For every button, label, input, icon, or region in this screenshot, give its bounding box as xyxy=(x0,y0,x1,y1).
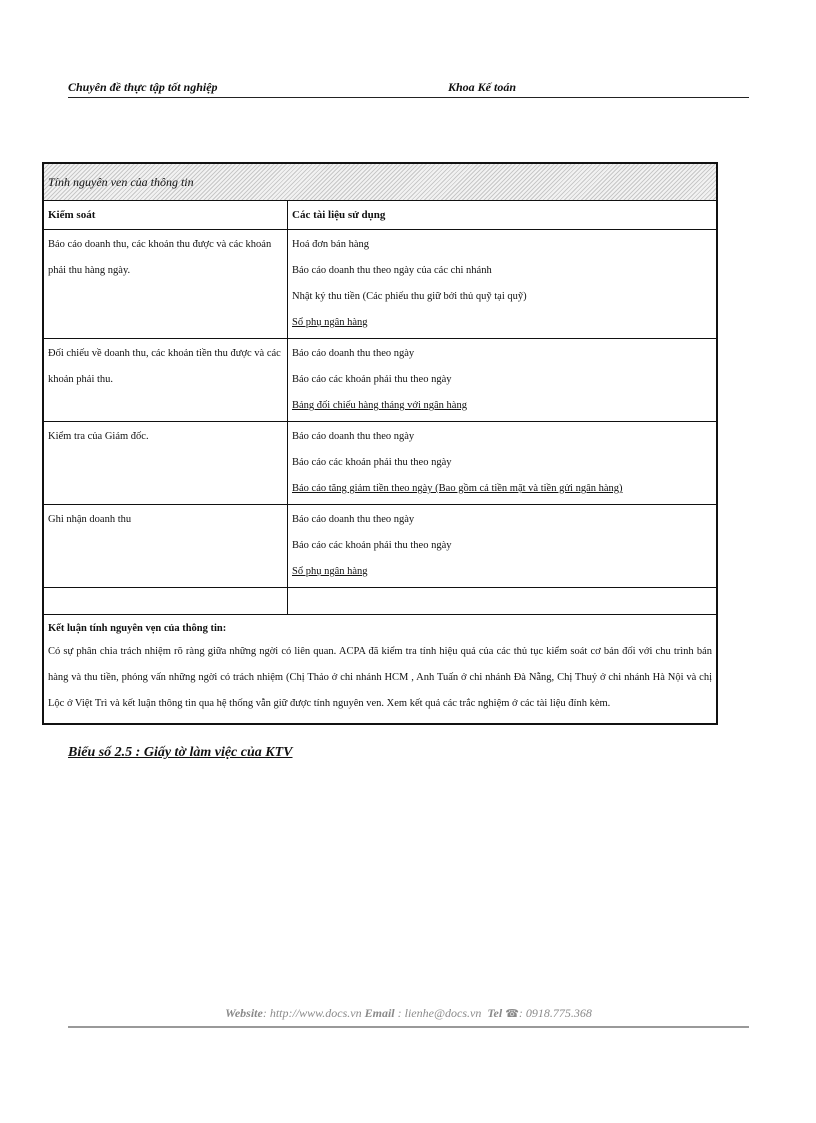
doc-item: Sổ phụ ngân hàng xyxy=(292,317,368,328)
doc-item: Hoá đơn bán hàng xyxy=(292,239,369,250)
doc-item: Nhật ký thu tiền (Các phiếu thu giữ bởi thủ quỹ tại quỹ) xyxy=(292,291,527,302)
control-cell: Ghi nhận doanh thu xyxy=(44,505,288,587)
table-row xyxy=(44,339,716,422)
doc-item: Báo cáo các khoản phải thu theo ngày xyxy=(292,540,452,551)
doc-item: Sổ phụ ngân hàng xyxy=(292,566,368,577)
control-cell: Đối chiếu về doanh thu, các khoản tiền thu được và các khoản phải thu. xyxy=(44,339,288,421)
col-header-control: Kiểm soát xyxy=(44,201,288,229)
conclusion-block xyxy=(44,615,716,723)
header-right-title: Khoa Kế toán xyxy=(448,80,517,94)
doc-item: Báo cáo các khoản phải thu theo ngày xyxy=(292,374,452,385)
docs-cell xyxy=(288,422,716,504)
footer-email: : lienhe@docs.vn xyxy=(394,1006,482,1020)
doc-item: Báo cáo các khoản phải thu theo ngày xyxy=(292,457,452,468)
blank-cell xyxy=(288,588,716,614)
footer-website: : http://www.docs.vn xyxy=(262,1006,362,1020)
table-row xyxy=(44,422,716,505)
table-row xyxy=(44,505,716,588)
doc-item: Báo cáo doanh thu theo ngày xyxy=(292,514,415,525)
docs-cell xyxy=(288,230,716,338)
audit-table xyxy=(42,162,718,725)
figure-caption: Biểu số 2.5 : Giấy tờ làm việc của KTV xyxy=(68,745,293,760)
footer-tel-label: Tel xyxy=(487,1006,503,1020)
phone-icon: ☎ xyxy=(505,1008,519,1020)
doc-item: Báo cáo doanh thu theo ngày xyxy=(292,431,415,442)
table-title: Tính nguyên ven của thông tin xyxy=(44,164,716,201)
footer-tel: : 0918.775.368 xyxy=(518,1006,592,1020)
conclusion-text: Có sự phân chia trách nhiệm rõ ràng giữa những ngời có liên quan. ACPA đã kiểm tra tính hiệu quả của các thủ tục kiểm soát cơ bản đối với chu trình bán hàng và thu tiền, phỏng vấn những ngời có trách nhiệm (Chị Thảo ở chi nhánh HCM , Anh Tuấn ở chi nhánh Đà Nẵng, Chị Thuỷ ở chi nhánh Hà Nội và chị Lộc ở Việt Trì và kết luận thông tin qua hệ thống vẫn giữ được tính nguyên ven. Xem kết quả các trắc nghiệm ở các tài liệu đính kèm. xyxy=(48,646,712,709)
doc-item: Báo cáo tăng giảm tiền theo ngày (Bao gồm cả tiền mặt và tiền gửi ngân hàng) xyxy=(292,483,623,494)
doc-item: Báo cáo doanh thu theo ngày của các chi nhánh xyxy=(292,265,492,276)
doc-item: Bảng đối chiếu hàng tháng với ngân hàng xyxy=(292,400,467,411)
control-cell: Kiểm tra của Giám đốc. xyxy=(44,422,288,504)
docs-cell xyxy=(288,339,716,421)
table-row xyxy=(44,230,716,339)
control-cell: Báo cáo doanh thu, các khoản thu được và các khoản phải thu hàng ngày. xyxy=(44,230,288,338)
table-row-blank xyxy=(44,588,716,615)
page-footer xyxy=(68,1006,749,1028)
doc-item: Báo cáo doanh thu theo ngày xyxy=(292,348,415,359)
header-left-title: Chuyên đề thực tập tốt nghiệp xyxy=(68,80,218,94)
blank-cell xyxy=(44,588,288,614)
col-header-docs: Các tài liệu sử dụng xyxy=(292,209,386,221)
docs-cell xyxy=(288,505,716,587)
page-header xyxy=(68,80,749,98)
conclusion-title: Kết luận tính nguyên vẹn của thông tin: xyxy=(48,623,227,634)
footer-email-label: Email xyxy=(364,1006,395,1020)
table-header-row xyxy=(44,201,716,230)
footer-website-label: Website xyxy=(225,1006,263,1020)
